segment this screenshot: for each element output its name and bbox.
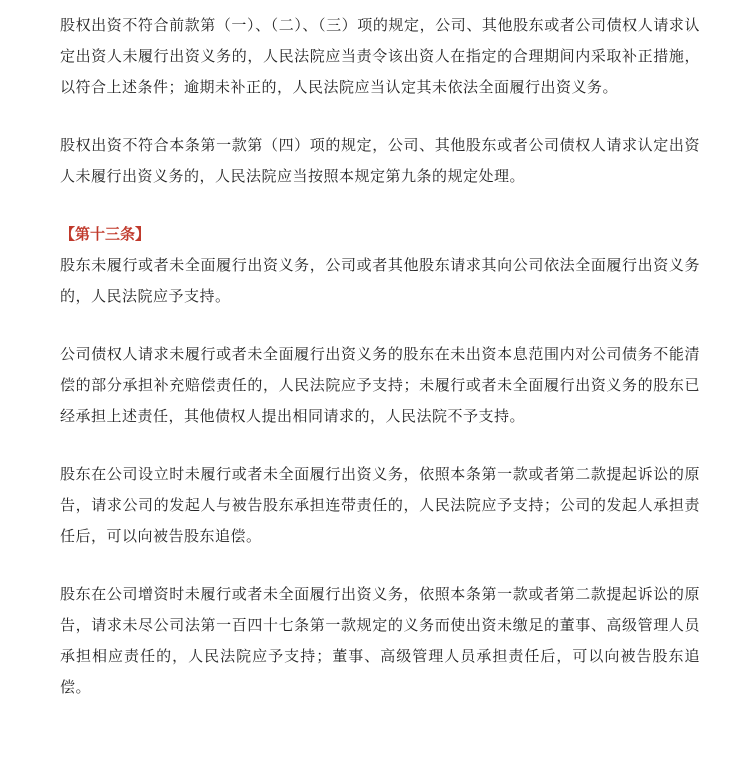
paragraph-article-13-2: 公司债权人请求未履行或者未全面履行出资义务的股东在未出资本息范围内对公司债务不能清偿的部分承担补充赔偿责任的，人民法院应予支持；未履行或者未全面履行出资义务的股东已经承担上述责任，其他债权人提出相同请求的，人民法院不予支持。 <box>60 345 700 425</box>
paragraph-equity-contribution-clause-2: 股权出资不符合本条第一款第（四）项的规定，公司、其他股东或者公司债权人请求认定出资人未履行出资义务的，人民法院应当按照本规定第九条的规定处理。 <box>60 136 700 185</box>
article-13-heading: 【第十三条】 <box>60 225 151 243</box>
paragraph-equity-contribution-clause-1: 股权出资不符合前款第（一）、（二）、（三）项的规定，公司、其他股东或者公司债权人请求认定出资人未履行出资义务的，人民法院应当责令该出资人在指定的合理期间内采取补正措施，以符合上述条件；逾期未补正的，人民法院应当认定其未依法全面履行出资义务。 <box>60 16 700 96</box>
article-body <box>60 10 700 730</box>
paragraph-article-13-1: 股东未履行或者未全面履行出资义务，公司或者其他股东请求其向公司依法全面履行出资义务的，人民法院应予支持。 <box>60 256 700 305</box>
paragraph-article-13-4: 股东在公司增资时未履行或者未全面履行出资义务，依照本条第一款或者第二款提起诉讼的原告，请求未尽公司法第一百四十七条第一款规定的义务而使出资未缴足的董事、高级管理人员承担相应责任的，人民法院应予支持；董事、高级管理人员承担责任后，可以向被告股东追偿。 <box>60 585 700 696</box>
paragraph-article-13-3: 股东在公司设立时未履行或者未全面履行出资义务，依照本条第一款或者第二款提起诉讼的原告，请求公司的发起人与被告股东承担连带责任的，人民法院应予支持；公司的发起人承担责任后，可以向被告股东追偿。 <box>60 465 700 545</box>
